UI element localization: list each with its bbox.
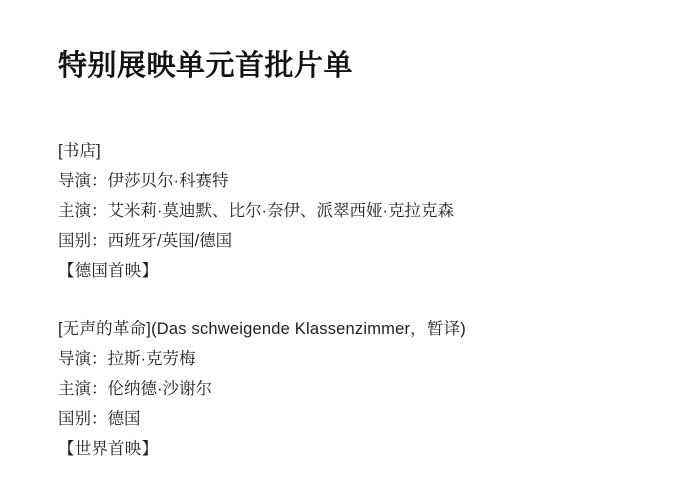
director-value-1: 伊莎贝尔·科赛特 [107, 172, 229, 191]
country-label-2: 国别： [58, 410, 108, 429]
film-country-row-1 [58, 226, 632, 256]
film-title-1: [书店] [58, 142, 101, 161]
director-label-2: 导演： [58, 350, 108, 369]
film-cast-row-1 [58, 196, 632, 226]
film-cast-row-2 [58, 374, 632, 404]
film-director-row-2 [58, 344, 632, 374]
country-value-1: 西班牙/英国/德国 [107, 232, 233, 251]
cast-label-1: 主演： [58, 202, 108, 221]
country-label-1: 国别： [58, 232, 108, 251]
film-title-2: [无声的革命](Das schweigende Klassenzimmer，暂译) [58, 320, 466, 339]
page-title: 特别展映单元首批片单 [58, 50, 354, 82]
cast-label-2: 主演： [58, 380, 108, 399]
country-value-2: 德国 [107, 410, 141, 429]
director-label-1: 导演： [58, 172, 108, 191]
director-value-2: 拉斯·克劳梅 [107, 350, 196, 369]
film-director-row-1 [58, 166, 632, 196]
film-country-row-2 [58, 404, 632, 434]
cast-value-1: 艾米莉·莫迪默、比尔·奈伊、派翠西娅·克拉克森 [107, 202, 454, 221]
film-premiere-badge-1: 【德国首映】 [58, 262, 159, 281]
cast-value-2: 伦纳德·沙谢尔 [107, 380, 212, 399]
film-entry-1 [58, 136, 632, 286]
film-premiere-badge-2: 【世界首映】 [58, 440, 159, 459]
film-entry-2 [58, 314, 632, 464]
